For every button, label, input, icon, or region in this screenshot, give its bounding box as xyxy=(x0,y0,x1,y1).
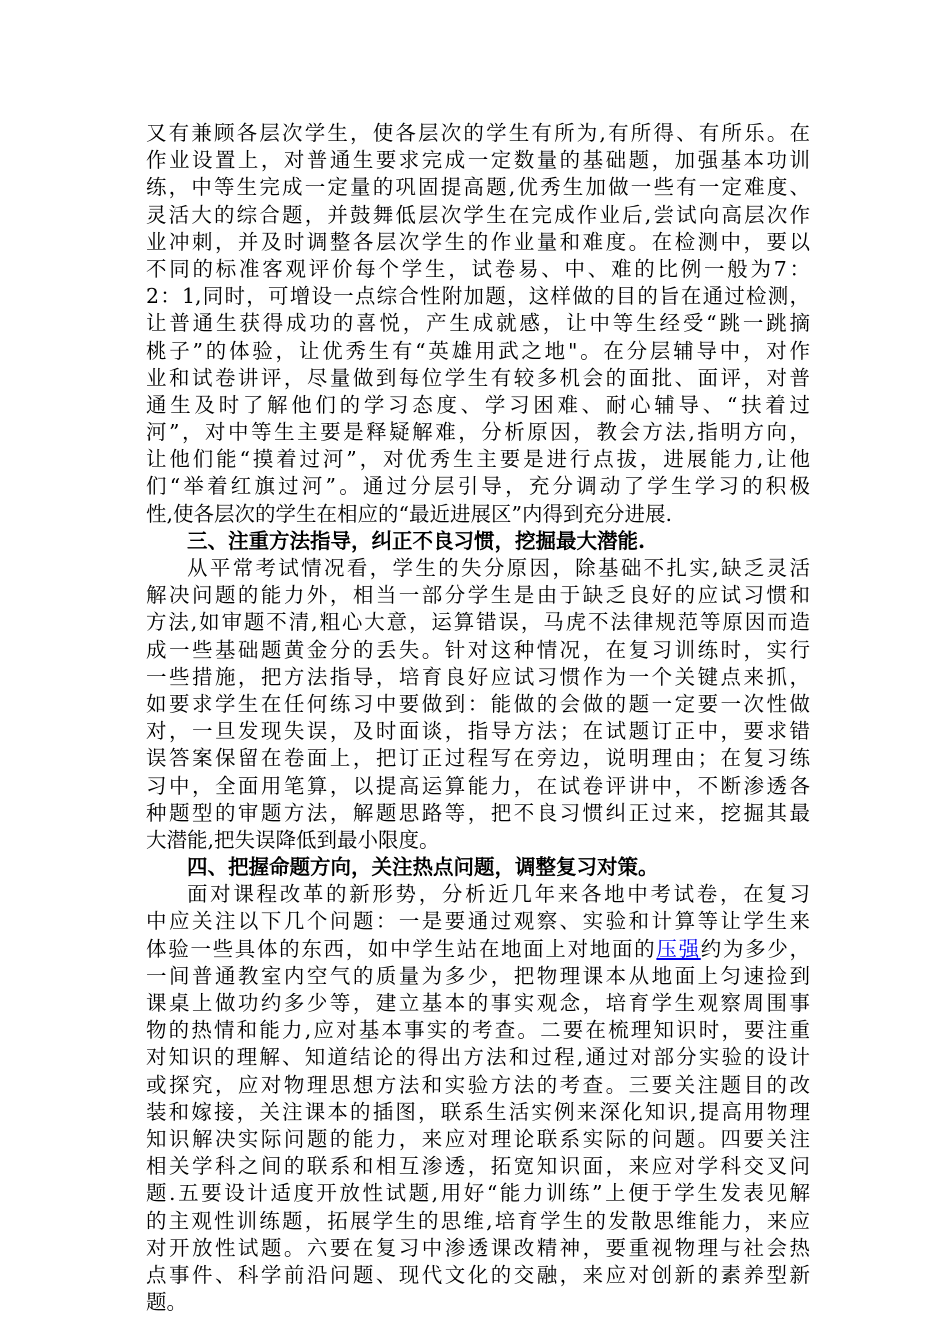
text-line: 相关学科之间的联系和相互渗透，拓宽知识面，来应对学科交叉问 xyxy=(146,1154,810,1179)
text-line: 练，中等生完成一定量的巩固提高题,优秀生加做一些有一定难度、 xyxy=(146,175,810,200)
paragraph-exam-direction xyxy=(146,881,810,1316)
text-line: 对知识的理解、知道结论的得出方法和过程,通过对部分实验的设计 xyxy=(146,1045,810,1070)
text-line: 方法,如审题不清,粗心大意，运算错误，马虎不法律规范等原因而造 xyxy=(146,610,810,635)
text-segment: 体验一些具体的东西，如中学生站在地面上对地面的 xyxy=(146,936,657,961)
text-line: 题.五要设计适度开放性试题,用好“能力训练”上便于学生发表见解 xyxy=(146,1181,810,1206)
text-line: 知识解决实际问题的能力，来应对理论联系实际的问题。四要关注 xyxy=(146,1126,810,1151)
text-line: 让普通生获得成功的喜悦，产生成就感，让中等生经受“跳一跳摘 xyxy=(146,311,810,336)
text-line: 对，一旦发现失误，及时面谈，指导方法；在试题订正中，要求错 xyxy=(146,719,810,744)
section-heading-4: 四、把握命题方向，关注热点问题，调整复习对策。 xyxy=(187,855,659,880)
text-line: 解决问题的能力外，相当一部分学生是由于缺乏良好的应试习惯和 xyxy=(146,583,810,608)
text-line: 们“举着红旗过河”。通过分层引导，充分调动了学生学习的积极 xyxy=(146,474,810,499)
text-line-with-link xyxy=(146,936,810,963)
text-line: 种题型的审题方法，解题思路等，把不良习惯纠正过来，挖掘其最 xyxy=(146,800,810,825)
paragraph-method-guidance xyxy=(146,555,810,854)
text-line: 性,使各层次的学生在相应的“最近进展区”内得到充分进展. xyxy=(146,501,672,526)
text-line: 一间普通教室内空气的质量为多少，把物理课本从地面上匀速捡到 xyxy=(146,963,810,988)
text-line: 又有兼顾各层次学生，使各层次的学生有所为,有所得、有所乐。在 xyxy=(146,121,810,145)
text-line: 桃子”的体验，让优秀生有“英雄用武之地"。在分层辅导中，对作 xyxy=(146,338,810,363)
text-line: 大潜能,把失误降低到最小限度。 xyxy=(146,827,440,852)
text-line: 成一些基础题黄金分的丢失。针对这种情况，在复习训练时，实行 xyxy=(146,637,810,662)
text-line: 的主观性训练题，拓展学生的思维,培育学生的发散思维能力，来应 xyxy=(146,1208,810,1233)
text-line: 让他们能“摸着过河”，对优秀生主要是进行点拔，进展能力,让他 xyxy=(146,447,810,472)
text-line: 一些措施，把方法指导，培育良好应试习惯作为一个关键点来抓， xyxy=(146,664,810,689)
text-segment: 约为多少， xyxy=(700,936,811,961)
text-line: 作业设置上，对普通生要求完成一定数量的基础题，加强基本功训 xyxy=(146,148,810,173)
text-line: 中应关注以下几个问题：一是要通过观察、实验和计算等让学生来 xyxy=(146,909,810,934)
text-line: 河”，对中等生主要是释疑解难，分析原因，教会方法,指明方向， xyxy=(146,420,810,445)
text-line: 业冲刺，并及时调整各层次学生的作业量和难度。在检测中，要以 xyxy=(146,229,810,254)
text-line: 灵活大的综合题，并鼓舞低层次学生在完成作业后,尝试向高层次作 xyxy=(146,202,810,227)
text-line: 习中，全面用笔算，以提高运算能力，在试卷评讲中，不断渗透各 xyxy=(146,773,810,798)
text-line: 装和嫁接，关注课本的插图，联系生活实例来深化知识,提高用物理 xyxy=(146,1099,810,1124)
text-line: 题。 xyxy=(146,1290,187,1315)
text-line: 误答案保留在卷面上，把订正过程写在旁边，说明理由；在复习练 xyxy=(146,746,810,771)
text-line: 物的热情和能力,应对基本事实的考查。二要在梳理知识时，要注重 xyxy=(146,1018,810,1043)
text-line: 或探究，应对物理思想方法和实验方法的考查。三要关注题目的改 xyxy=(146,1072,810,1097)
document-page xyxy=(146,120,810,1316)
text-line: 不同的标准客观评价每个学生，试卷易、中、难的比例一般为7： xyxy=(146,256,810,281)
paragraph-tiered-teaching xyxy=(146,120,810,528)
text-line: 课桌上做功约多少等，建立基本的事实观念，培育学生观察周围事 xyxy=(146,991,810,1015)
pressure-link[interactable]: 压强 xyxy=(656,936,701,961)
text-line: 对开放性试题。六要在复习中渗透课改精神，要重视物理与社会热 xyxy=(146,1235,810,1260)
text-line: 点事件、科学前沿问题、现代文化的交融，来应对创新的素养型新 xyxy=(146,1262,810,1287)
text-line: 如要求学生在任何练习中要做到：能做的会做的题一定要一次性做 xyxy=(146,691,810,716)
text-line: 业和试卷讲评，尽量做到每位学生有较多机会的面批、面评，对普 xyxy=(146,365,810,390)
text-line: 从平常考试情况看，学生的失分原因，除基础不扎实,缺乏灵活 xyxy=(187,556,810,580)
text-line: 2：1,同时，可增设一点综合性附加题，这样做的目的旨在通过检测， xyxy=(146,284,810,309)
section-heading-3: 三、注重方法指导，纠正不良习惯，挖掘最大潜能. xyxy=(187,528,646,553)
text-line: 通生及时了解他们的学习态度、学习困难、耐心辅导、“扶着过 xyxy=(146,392,810,417)
text-line: 面对课程改革的新形势，分析近几年来各地中考试卷，在复习 xyxy=(187,882,810,907)
